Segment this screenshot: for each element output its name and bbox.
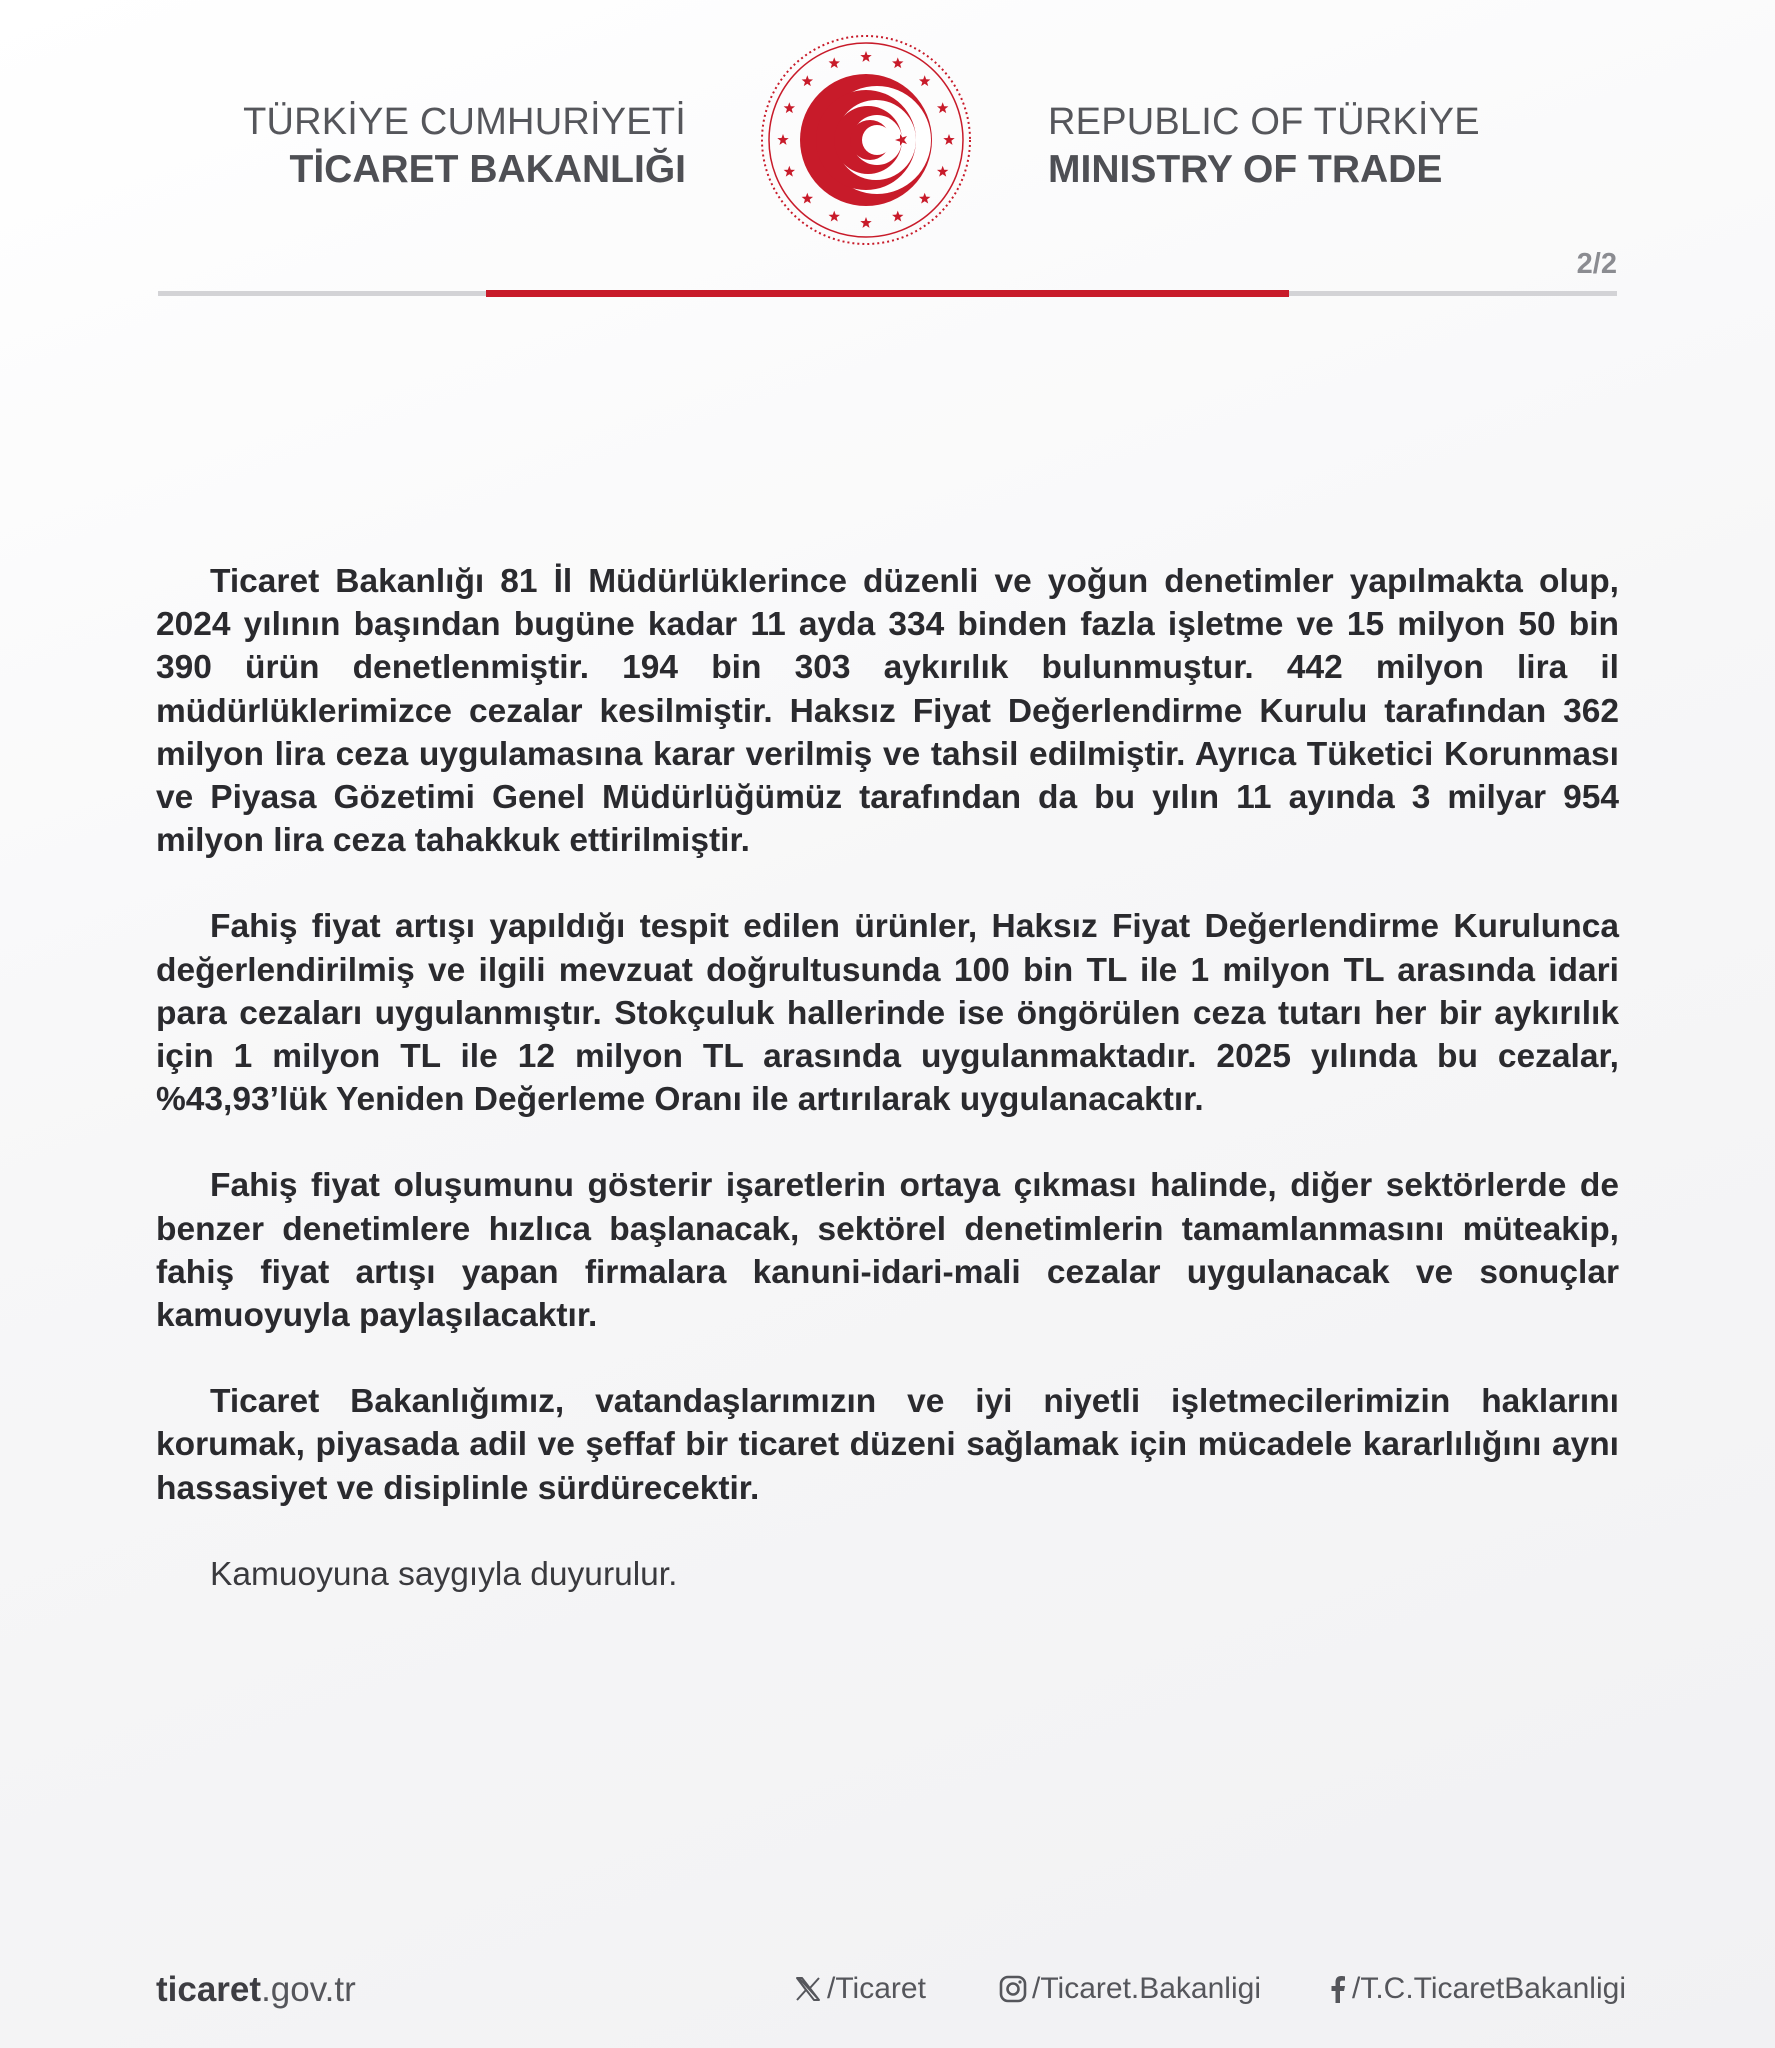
paragraph-4: Ticaret Bakanlığımız, vatandaşlarımızın ve iyi niyetli işletmecilerimizin haklarını korumak, piyasada adil ve şeffaf bir ticaret düzeni sağlamak için mücadele kararlılığını aynı hassasiyet ve disiplinle sürdürecektir. bbox=[156, 1383, 1619, 1507]
emblem-star-icon bbox=[943, 134, 954, 145]
emblem-star-icon bbox=[860, 217, 871, 228]
emblem-star-icon bbox=[784, 102, 795, 113]
emblem-star-icon bbox=[919, 193, 930, 204]
facebook-handle: /T.C.TicaretBakanligi bbox=[1352, 1972, 1626, 2005]
instagram-handle: /Ticaret.Bakanligi bbox=[1032, 1972, 1261, 2005]
emblem-star-icon bbox=[829, 211, 840, 222]
header-turkish-title bbox=[0, 98, 686, 194]
header-republic-tr: TÜRKİYE CUMHURİYETİ bbox=[243, 101, 686, 143]
header-divider-accent bbox=[486, 290, 1289, 297]
page-number: 2/2 bbox=[1576, 248, 1617, 280]
closing-line: Kamuoyuna saygıyla duyurulur. bbox=[210, 1555, 678, 1593]
header-english-title bbox=[1048, 98, 1480, 194]
paragraph-1: Ticaret Bakanlığı 81 İl Müdürlüklerince düzenli ve yoğun denetimler yapılmakta olup, 2024 yılının başından bugüne kadar 11 ayda 334 binden fazla işletme ve 15 milyon 50 bin 390 ürün denetlenmiştir. 194 bin 303 aykırılık bulunmuştur. 442 milyon lira il müdürlüklerimizce cezalar kesilmiştir. Haksız Fiyat Değerlendirme Kurulu tarafından 362 milyon lira ceza uygulamasına karar verilmiş ve tahsil edilmiştir. Ayrıca Tüketici Korunması ve Piyasa Gözetimi Genel Müdürlüğümüz tarafından da bu yılın 11 ayında 3 milyar 954 milyon lira ceza tahakkuk ettirilmiştir. bbox=[156, 563, 1619, 860]
header-ministry-tr: TİCARET BAKANLIĞI bbox=[289, 148, 686, 191]
x-social-link[interactable] bbox=[793, 1972, 926, 2006]
facebook-logo-icon bbox=[1328, 1974, 1348, 2004]
emblem-star-icon bbox=[784, 166, 795, 177]
header-ministry-en: MINISTRY OF TRADE bbox=[1048, 148, 1443, 191]
press-release-body bbox=[156, 560, 1619, 1596]
ministry-emblem-icon bbox=[756, 30, 976, 250]
emblem-star-icon bbox=[802, 75, 813, 86]
website-link[interactable] bbox=[156, 1970, 356, 2010]
x-handle: /Ticaret bbox=[827, 1972, 926, 2005]
header-republic-en: REPUBLIC OF TÜRKİYE bbox=[1048, 101, 1480, 143]
emblem-star-icon bbox=[937, 166, 948, 177]
emblem-star-icon bbox=[802, 193, 813, 204]
website-bold: ticaret bbox=[156, 1970, 262, 2009]
emblem-star-icon bbox=[937, 102, 948, 113]
instagram-social-link[interactable] bbox=[998, 1972, 1261, 2006]
facebook-social-link[interactable] bbox=[1328, 1972, 1626, 2006]
emblem-star-icon bbox=[777, 134, 788, 145]
instagram-logo-icon bbox=[998, 1974, 1028, 2004]
x-logo-icon bbox=[793, 1974, 823, 2004]
emblem-star-icon bbox=[860, 51, 871, 62]
website-domain: .gov.tr bbox=[261, 1970, 356, 2009]
paragraph-2: Fahiş fiyat artışı yapıldığı tespit edilen ürünler, Haksız Fiyat Değerlendirme Kurulunca değerlendirilmiş ve ilgili mevzuat doğrultusunda 100 bin TL ile 1 milyon TL arasında idari para cezaları uygulanmıştır. Stokçuluk hallerinde ise öngörülen ceza tutarı her bir aykırılık için 1 milyon TL ile 12 milyon TL arasında uygulanmaktadır. 2025 yılında bu cezalar, %43,93’lük Yeniden Değerleme Oranı ile artırılarak uygulanacaktır. bbox=[156, 908, 1619, 1119]
emblem-star-icon bbox=[919, 75, 930, 86]
emblem-star-icon bbox=[829, 57, 840, 68]
paragraph-3: Fahiş fiyat oluşumunu gösterir işaretlerin ortaya çıkması halinde, diğer sektörlerde de benzer denetimlere hızlıca başlanacak, sektörel denetimlerin tamamlanmasını müteakip, fahiş fiyat artışı yapan firmalara kanuni-idari-mali cezalar uygulanacak ve sonuçlar kamuoyuyla paylaşılacaktır. bbox=[156, 1167, 1619, 1335]
emblem-star-icon bbox=[892, 211, 903, 222]
emblem-star-icon bbox=[892, 57, 903, 68]
